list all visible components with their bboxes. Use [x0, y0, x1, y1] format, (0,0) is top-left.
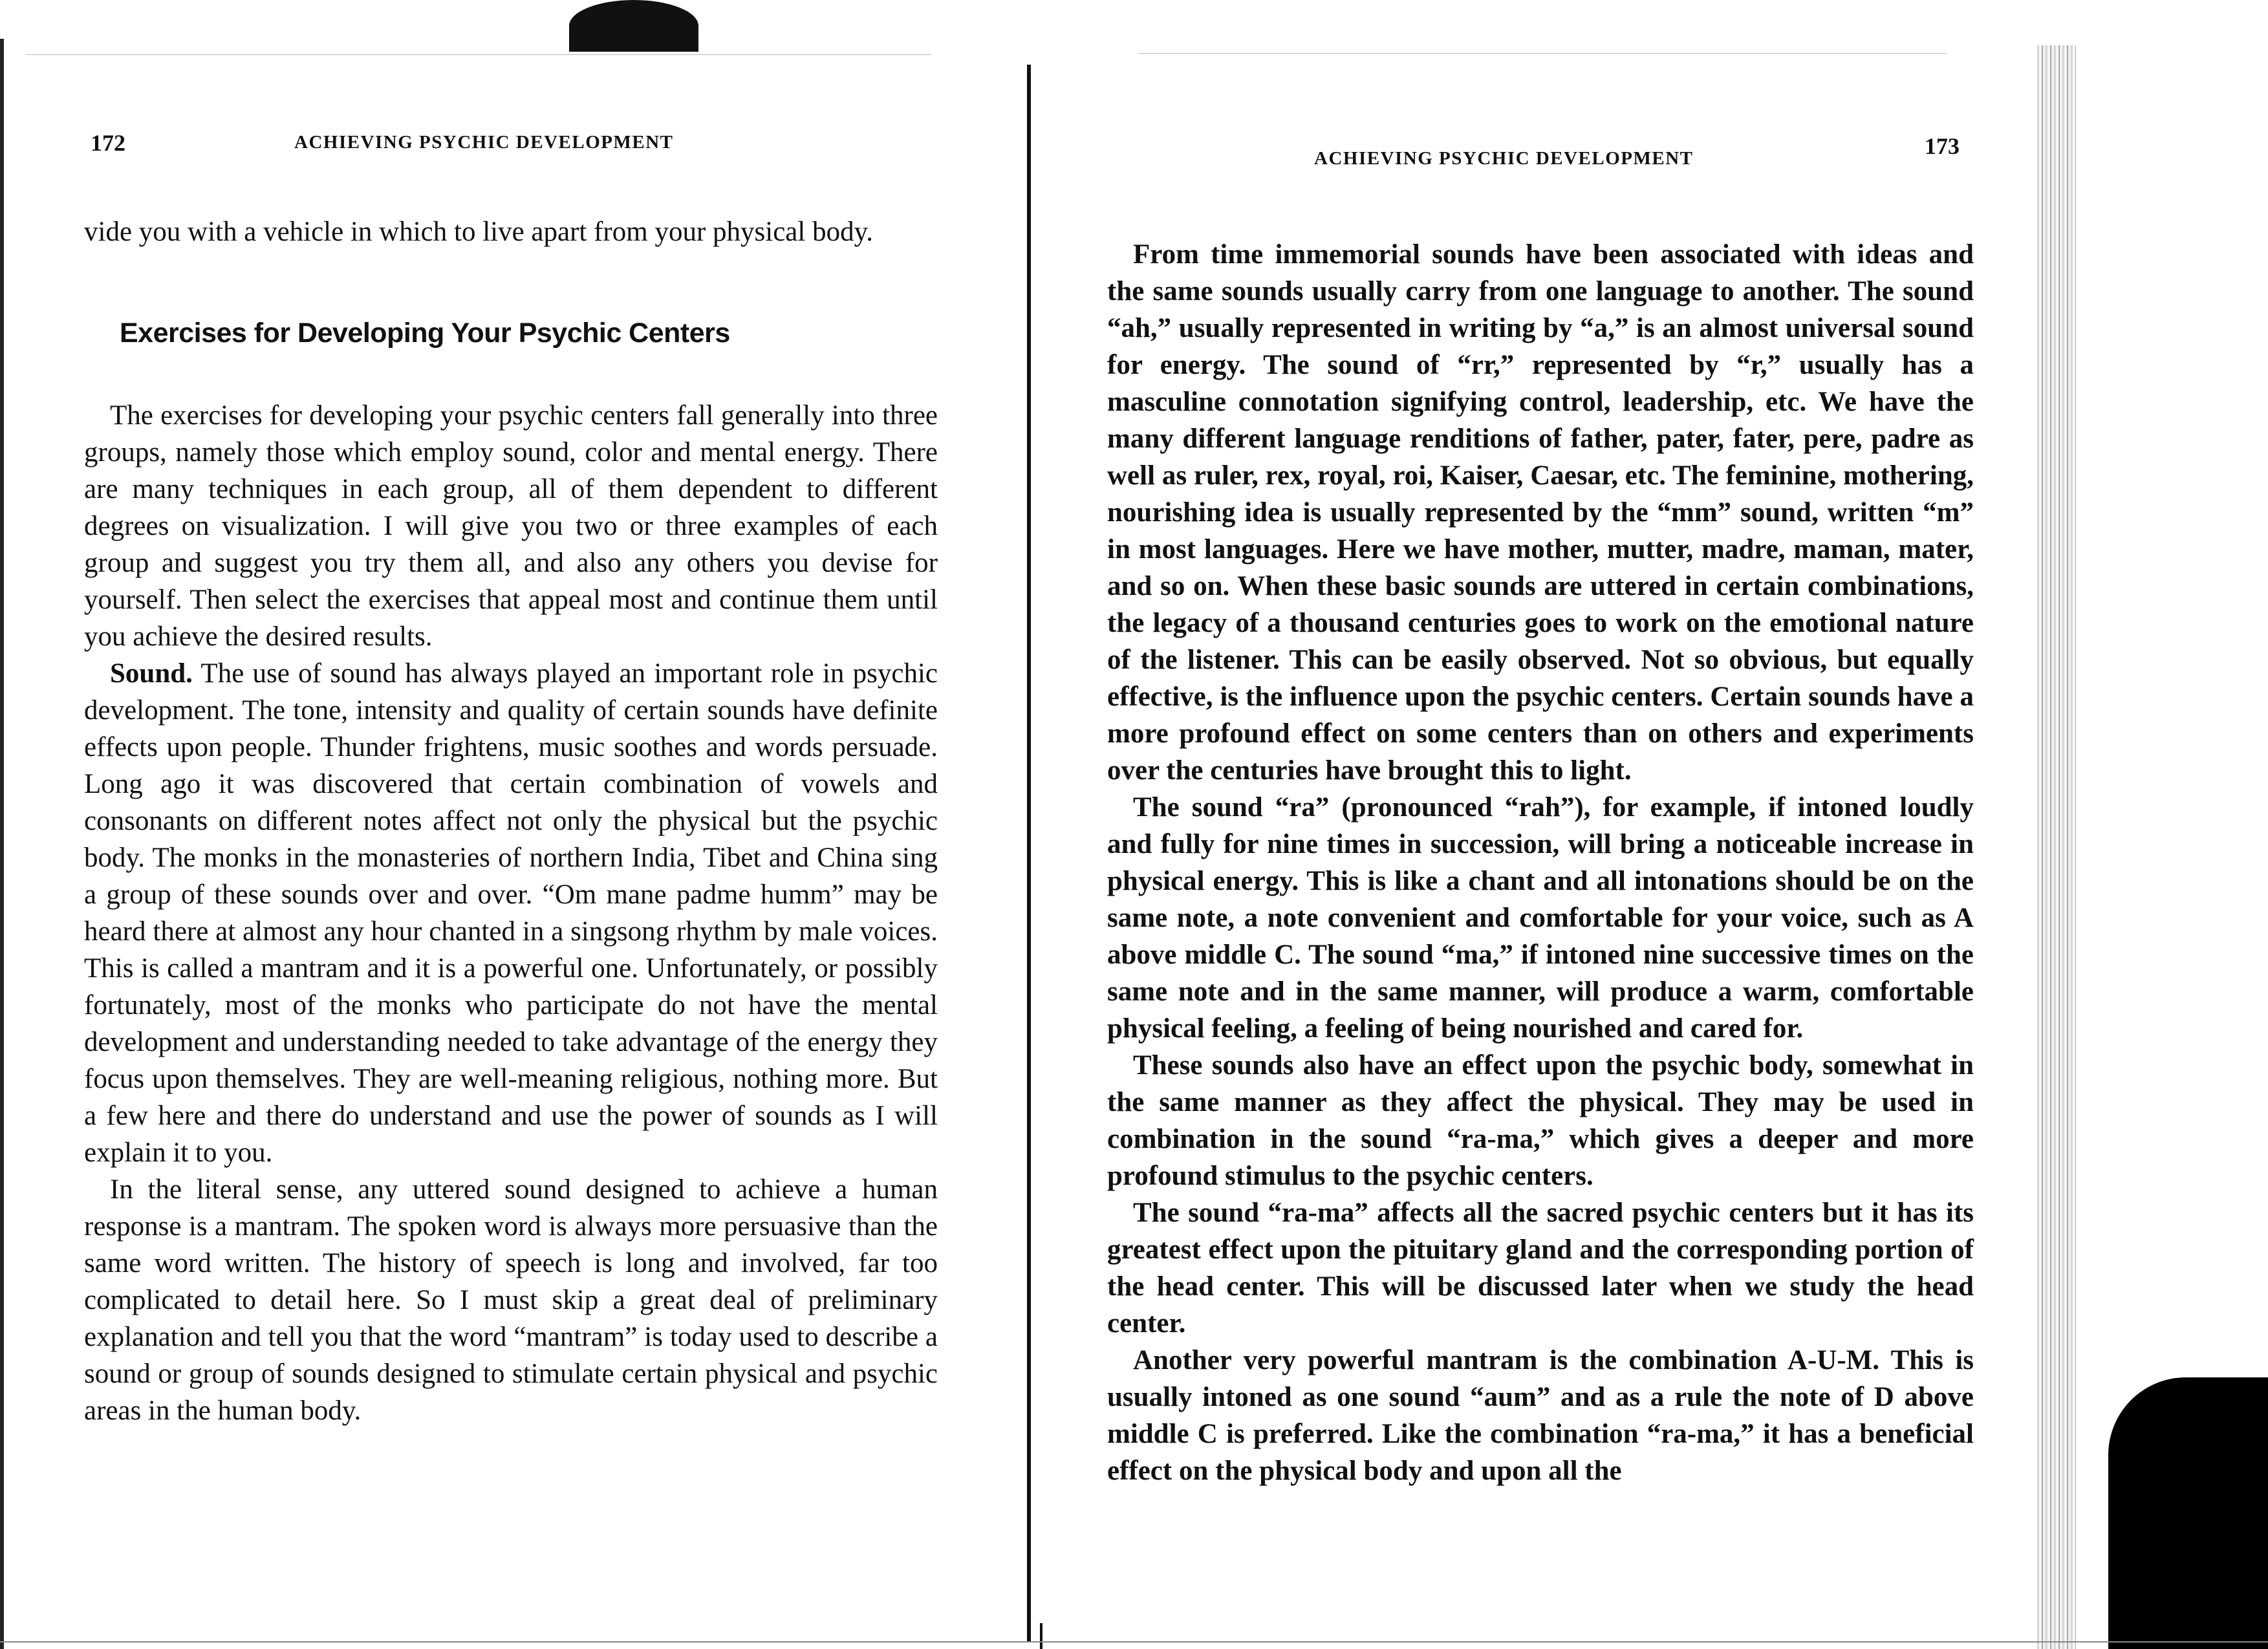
left-body-text	[84, 213, 938, 1429]
paragraph	[84, 655, 938, 1171]
paragraph	[84, 397, 938, 655]
page-number: 173	[1925, 133, 1960, 159]
running-head-title: ACHIEVING PSYCHIC DEVELOPMENT	[294, 132, 674, 153]
left-page	[84, 129, 938, 1429]
paragraph: These sounds also have an effect upon the psychic body, somewhat in the same manner as they affect the physical. They may be used in combination in the sound “ra-ma,” which gives a deeper and more profound stimulus to the psychic centers.	[1107, 1050, 1974, 1191]
paragraph: Another very powerful mantram is the combination A-U-M. This is usually intoned as one sound “aum” and as a rule the note of D above middle C is preferred. Like the combination “ra-ma,” it has a beneficial effect on the physical body and upon all the	[1107, 1345, 1974, 1486]
paragraph-text: The exercises for developing your psychic centers fall generally into three groups, namely those which employ sound, color and mental energy. There are many techniques in each group, all of them dependent to different degrees on visualization. I will give you two or three examples of each group and suggest you try them all, and also any others you devise for yourself. Then select the exercises that appeal most and continue them until you achieve the desired results.	[84, 400, 938, 652]
scan-top-rule	[1138, 53, 1947, 54]
running-head-title: ACHIEVING PSYCHIC DEVELOPMENT	[1314, 148, 1694, 169]
scan-left-edge	[0, 39, 4, 1649]
page-number: 172	[91, 130, 125, 156]
book-gutter	[1027, 65, 1031, 1643]
paragraph	[84, 1171, 938, 1429]
carryover-paragraph: vide you with a vehicle in which to live apart from your physical body.	[84, 217, 874, 247]
page-edges	[2037, 45, 2076, 1649]
scan-bottom-rule	[0, 1641, 2268, 1643]
gutter-mark	[1040, 1623, 1042, 1649]
right-page	[1107, 133, 1974, 1489]
thumb-shadow	[569, 0, 698, 52]
right-running-head	[1107, 133, 1974, 171]
section-heading: Exercises for Developing Your Psychic Centers	[120, 318, 730, 349]
run-in-heading: Sound.	[110, 658, 193, 689]
scan-top-rule	[26, 54, 931, 55]
paragraph: From time immemorial sounds have been associated with ideas and the same sounds usually carry from one language to another. The sound “ah,” usually represented in writing by “a,” is an almost universal sound for energy. The sound of “rr,” represented by “r,” usually has a masculine connotation signifying control, leadership, etc. We have the many different language renditions of father, pater, fater, pere, padre as well as ruler, rex, royal, roi, Kaiser, Caesar, etc. The feminine, mothering, nourishing idea is usually represented by the “mm” sound, written “m” in most languages. Here we have mother, mutter, madre, maman, mater, and so on. When these basic sounds are uttered in certain combinations, the legacy of a thousand centuries goes to work on the emotional nature of the listener. This can be easily observed. Not so obvious, but equally effective, is the influence upon the psychic centers. Certain sounds have a more profound effect on some centers than on others and experiments over the centuries have brought this to light.	[1107, 239, 1974, 786]
right-body-text	[1107, 236, 1974, 1489]
left-running-head	[84, 129, 938, 168]
paragraph-text: In the literal sense, any uttered sound designed to achieve a human response is a mantram. The spoken word is always more persuasive than the same word written. The history of speech is long and involved, far too complicated to detail here. So I must skip a great deal of preliminary explanation and tell you that the word “mantram” is today used to describe a sound or group of sounds designed to stimulate certain physical and psychic areas in the human body.	[84, 1174, 938, 1426]
paragraph: The sound “ra” (pronounced “rah”), for example, if intoned loudly and fully for nine times in succession, will bring a noticeable increase in physical energy. This is like a chant and all intonations should be on the same note, a note convenient and comfortable for your voice, such as A above middle C. The sound “ma,” if intoned nine successive times on the same note and in the same manner, will produce a warm, comfortable physical feeling, a feeling of being nourished and cared for.	[1107, 792, 1974, 1044]
corner-shadow	[2108, 1377, 2268, 1649]
paragraph-text: The use of sound has always played an important role in psychic development. The tone, intensity and quality of certain sounds have definite effects upon people. Thunder frightens, music soothes and words persuade. Long ago it was discovered that certain combination of vowels and consonants on different notes affect not only the physical but the psychic body. The monks in the monasteries of northern India, Tibet and China sing a group of these sounds over and over. “Om mane padme humm” may be heard there at almost any hour chanted in a singsong rhythm by male voices. This is called a mantram and it is a powerful one. Unfortunately, or possibly fortunately, most of the monks who participate do not have the mental development and understanding needed to take advantage of the energy they focus upon themselves. They are well-meaning religious, nothing more. But a few here and there do understand and use the power of sounds as I will explain it to you.	[84, 658, 938, 1168]
paragraph: The sound “ra-ma” affects all the sacred psychic centers but it has its greatest effect upon the pituitary gland and the corresponding portion of the head center. This will be discussed later when we study the head center.	[1107, 1198, 1974, 1339]
